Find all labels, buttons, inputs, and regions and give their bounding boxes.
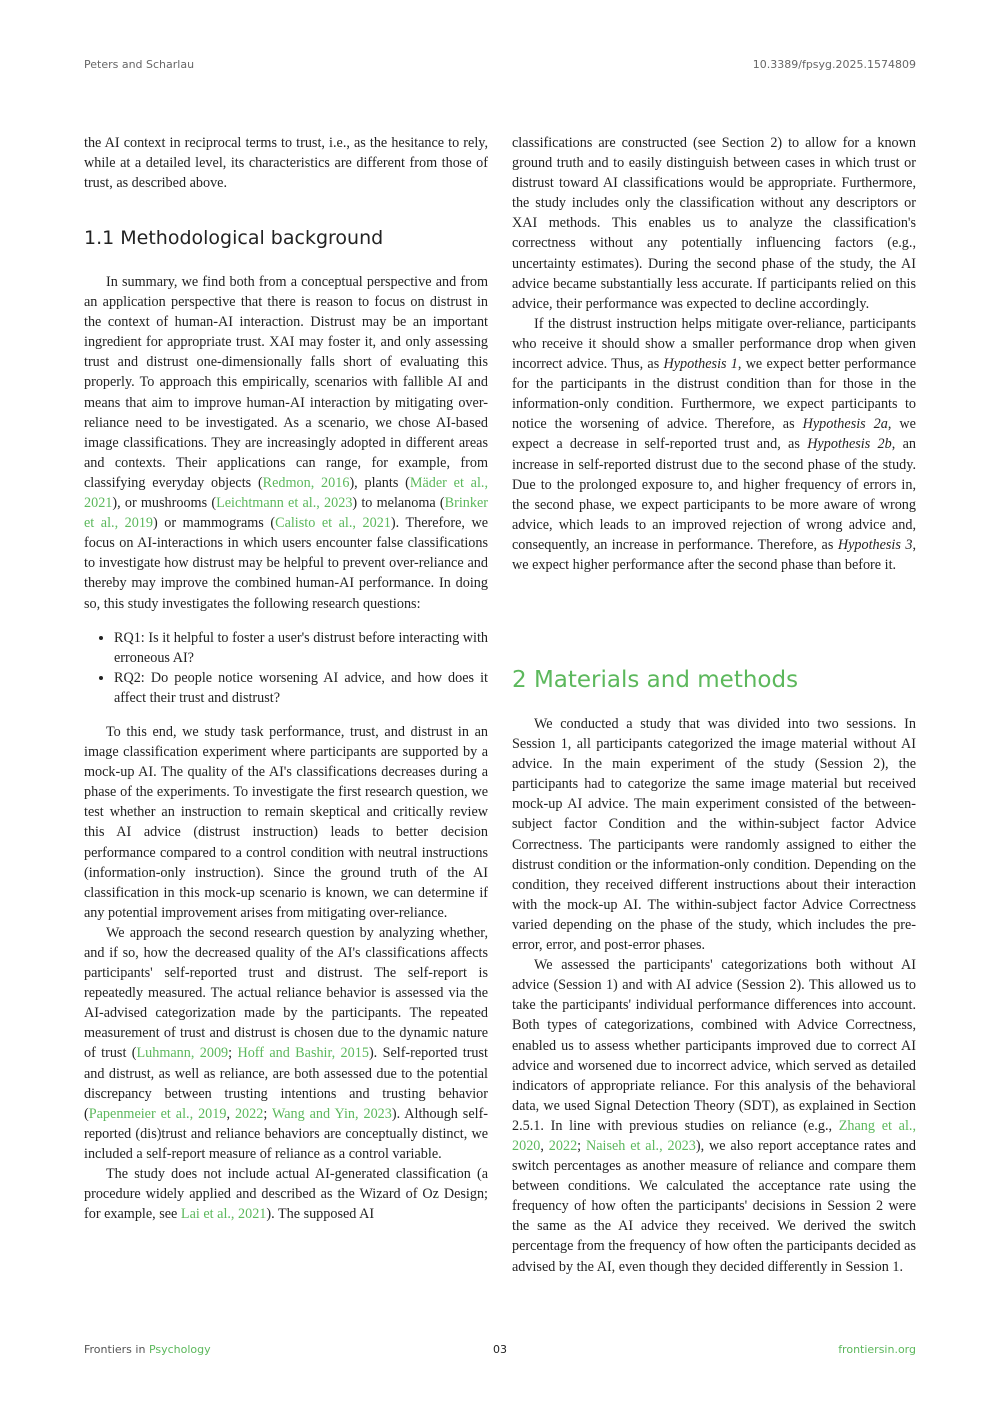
right-column [512,133,916,575]
text-run: ; [577,1137,586,1154]
text-run: We conducted a study that was divided into two sessions. In Session 1, all participants categorized the image material without AI advice. In the main experiment of the study (Session 2), the participants had to categorize the same image material but received mock-up AI advice. The main experiment consisted of the between-subject factor Condition and the within-subject factor Advice Correctness. The participants were randomly assigned to either the distrust condition or the information-only condition. Depending on the condition, they received different instructions about their interaction with the mock-up AI. The within-subject factor Advice Correctness varied depending on the phase of the study, which includes the pre-error, error, and post-error phases. [512,716,916,954]
text-run: ), we also report acceptance rates and switch percentages as another measure of reliance and compare them between conditions. We calculated the acceptance rate using the frequency of how often the participants' decisions in Session 2 were the same as the AI advice they received. We derived the switch percentage from the frequency of how often the participants decided as advised by the AI, even though they decided differently in Session 1. [512,1137,916,1275]
section-heading-2: 2 Materials and methods [512,667,799,693]
footer-site-link[interactable]: frontiersin.org [838,1343,916,1356]
paragraph [84,923,488,1164]
running-header-authors: Peters and Scharlau [84,58,195,71]
text-run: ). Therefore, we focus on AI-interactions in which users encounter false classifications to investigate how distrust may be helpful to prevent over-reliance and thereby may improve the combined human-AI performance. In doing so, this study investigates the following research questions: [84,515,488,612]
text-run: The study does not include actual AI-generated classification (a procedure widely applied and described as the Wizard of Oz Design; for example, see [84,1166,488,1223]
citation-link[interactable]: Papenmeier et al., 2019 [88,1105,227,1122]
text-run: , [540,1137,549,1154]
citation-link[interactable]: 2022 [548,1137,578,1154]
text-run: , [226,1105,235,1122]
text-run: In summary, we find both from a conceptual perspective and from an application perspective that there is reason to focus on distrust in the context of human-AI interaction. Distrust may be an important ingredient for appropriate trust. XAI may foster it, and only assessing trust and distrust one-dimensionally falls short of evaluating this properly. To approach this empirically, scenarios with fallible AI and means that aim to improve human-AI interaction by mitigating over-reliance need to be investigated. As a scenario, we chose AI-based image classifications. They are increasingly adopted in different areas and contexts. Their applications can range, for example, from classifying everyday objects ( [84,274,488,491]
citation-link[interactable]: Wang and Yin, 2023 [271,1105,392,1122]
citation-link[interactable]: Naiseh et al., 2023 [585,1137,696,1154]
text-run: the AI context in reciprocal terms to trust, i.e., as the hesitance to rely, while at a detailed level, its characteristics are different from those of trust, as described above. [84,135,488,192]
text-run: ). Self-reported trust and distrust, as well as reliance, are both assessed due to the potential discrepancy between trusting intentions and trusting behavior ( [84,1045,488,1122]
paragraph [512,314,916,575]
right-column-body [512,714,916,1277]
text-run: classifications are constructed (see Section 2) to allow for a known ground truth and to easily distinguish between cases in which trust or distrust toward AI classifications would be appropriate. Furthermore, the study includes only the classification without any descriptors or XAI methods. This enables us to analyze the classification's correctness without any potentially influencing factors (e.g., uncertainty estimates). During the second phase of the study, the AI advice became substantially less accurate. If participants relied on this advice, their performance was expected to decline accordingly. [512,135,916,312]
citation-link[interactable]: Zhang et al., 2020 [512,1117,916,1154]
list-item: • RQ1: Is it helpful to foster a user's distrust before interacting with erroneous AI? [114,628,488,668]
text-run: ; [263,1105,272,1122]
citation-link[interactable]: Brinker et al., 2019 [84,495,488,532]
paragraph [84,133,488,193]
text-run: , we expect better performance for the participants in the distrust condition than for those in the information-only condition. Furthermore, we expect participants to notice the worsening of advice. Therefore, as [512,356,916,433]
research-questions-list [84,628,488,708]
footer-journal-link[interactable]: Psychology [148,1343,211,1356]
page-number: 03 [493,1343,507,1356]
paragraph [512,955,916,1277]
citation-link[interactable]: Luhmann, 2009 [136,1045,229,1062]
list-item: • RQ2: Do people notice worsening AI advice, and how does it affect their trust and distrust? [114,668,488,708]
emphasis-text: Hypothesis 2b [807,436,892,453]
emphasis-text: Hypothesis 1 [663,356,738,373]
text-run: ). The supposed AI [266,1206,375,1223]
text-run: ). Although self-reported (dis)trust and reliance behaviors are conceptually distinct, we included a self-report measure of reliance as a control variable. [84,1105,489,1162]
citation-link[interactable]: Calisto et al., 2021 [275,515,391,532]
text-run: , an increase in self-reported distrust due to the second phase of the study. Due to the prolonged exposure to, and higher frequency of errors in, the second phase, we expect participants to be more aware of wrong advice, which leads to an improved rejection of wrong advice and, consequently, an increase in performance. Therefore, as [512,436,916,553]
citation-link[interactable]: Mäder et al., 2021 [84,474,488,512]
emphasis-text: Hypothesis 3 [837,536,913,553]
text-run: ; [228,1045,238,1062]
citation-link[interactable]: Lai et al., 2021 [180,1206,267,1223]
text-run: , we expect a decrease in self-reported trust and, as [512,416,916,453]
text-run: ), or mushrooms ( [112,495,217,512]
footer-journal-prefix: Frontiers in [84,1343,146,1356]
paragraph [512,714,916,955]
text-run: ) or mammograms ( [153,515,276,532]
left-column-body [84,272,488,1224]
paragraph [84,1164,488,1224]
section-heading-1-1: 1.1 Methodological background [84,227,384,249]
text-run: If the distrust instruction helps mitigate over-reliance, participants who receive it should show a smaller performance drop when given incorrect advice. Thus, as [512,315,916,373]
citation-link[interactable]: Leichtmann et al., 2023 [216,495,353,512]
emphasis-text: Hypothesis 2a [802,416,888,433]
text-run: ) to melanoma ( [352,495,445,512]
citation-link[interactable]: Redmon, 2016 [262,474,350,491]
text-run: ), plants ( [349,474,410,491]
citation-link[interactable]: 2022 [234,1105,264,1122]
text-run: , we expect higher performance after the second phase than before it. [512,536,916,573]
text-run: We approach the second research question by analyzing whether, and if so, how the decreased quality of the AI's classifications affects participants' self-reported trust and distrust. The self-report is repeatedly measured. The actual reliance behavior is assessed via the AI-advised categorization made by the participants. The repeated measurement of trust and distrust is chosen due to the dynamic nature of trust ( [84,924,488,1062]
paragraph [84,272,488,614]
left-column [84,133,488,193]
paragraph [512,133,916,314]
text-run: To this end, we study task performance, trust, and distrust in an image classification experiment where participants are supported by a mock-up AI. The quality of the AI's classifications decreases during a phase of the experiments. To investigate the first research question, we test whether an instruction to remain skeptical and critically review this AI advice (distrust instruction) leads to better decision performance compared to a control condition with neutral instructions (information-only instruction). Since the ground truth of the AI classification in this mock-up scenario is known, we can determine if any potential improvement arises from mitigating over-reliance. [84,723,488,921]
text-run: We assessed the participants' categorizations both without AI advice (Session 1) and with AI advice (Session 2). This allowed us to take the participants' individual performance differences into account. Both types of categorizations, combined with Advice Correctness, enabled us to assess whether participants improved due to correct AI advice and worsened due to incorrect advice, which served as detailed indicators of appropriate reliance. For this analysis of the behavioral data, we used Signal Detection Theory (SDT), as explained in Section 2.5.1. In line with previous studies on reliance (e.g., [512,957,916,1134]
citation-link[interactable]: Hoff and Bashir, 2015 [237,1045,369,1062]
paragraph [84,722,488,923]
running-header-doi: 10.3389/fpsyg.2025.1574809 [752,58,916,71]
